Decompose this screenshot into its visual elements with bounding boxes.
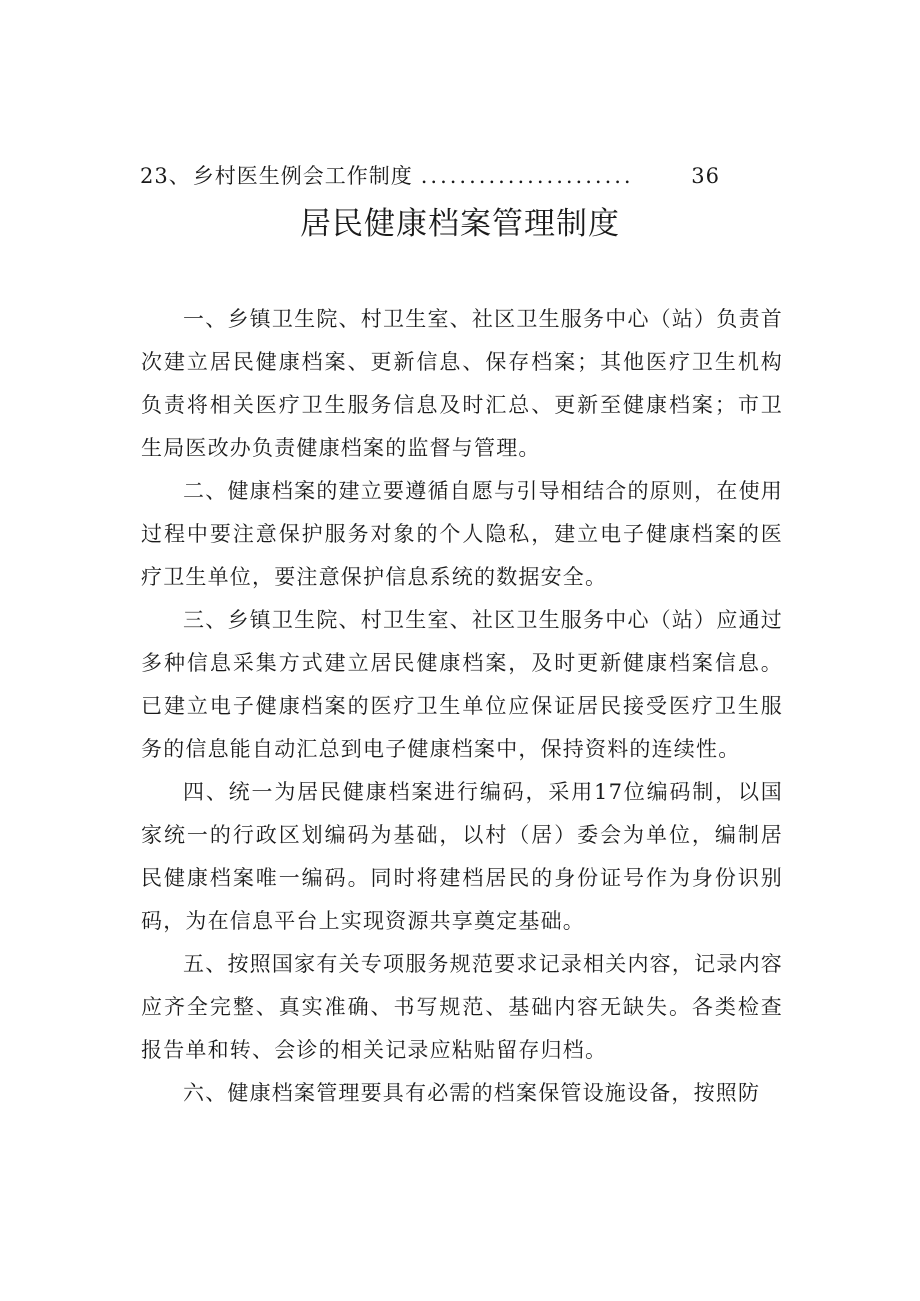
paragraph-6: 六、健康档案管理要具有必需的档案保管设施设备，按照防 (183, 1081, 761, 1105)
toc-entry-number: 23、 (140, 164, 191, 188)
document-title: 居民健康档案管理制度 (300, 206, 620, 242)
document-body (141, 298, 783, 1115)
paragraph-5: 五、按照国家有关专项服务规范要求记录相关内容，记录内容应齐全完整、真实准确、书写规范、基础内容无缺失。各类检查报告单和转、会诊的相关记录应粘贴留存归档。 (141, 952, 783, 1062)
toc-dot-leader: ...................... (420, 164, 634, 188)
paragraph-3: 三、乡镇卫生院、村卫生室、社区卫生服务中心（站）应通过多种信息采集方式建立居民健康档案，及时更新健康档案信息。已建立电子健康档案的医疗卫生单位应保证居民接受医疗卫生服务的信息能自动汇总到电子健康档案中，保持资料的连续性。 (141, 608, 783, 761)
toc-entry-page-number: 36 (691, 164, 720, 188)
paragraph-2: 二、健康档案的建立要遵循自愿与引导相结合的原则，在使用过程中要注意保护服务对象的个人隐私，建立电子健康档案的医疗卫生单位，要注意保护信息系统的数据安全。 (141, 479, 783, 589)
toc-entry[interactable] (140, 160, 720, 194)
paragraph-1: 一、乡镇卫生院、村卫生室、社区卫生服务中心（站）负责首次建立居民健康档案、更新信息、保存档案；其他医疗卫生机构负责将相关医疗卫生服务信息及时汇总、更新至健康档案；市卫生局医改办负责健康档案的监督与管理。 (141, 307, 783, 460)
toc-entry-title: 乡村医生例会工作制度 (192, 164, 413, 188)
paragraph-4: 四、统一为居民健康档案进行编码，采用17位编码制，以国家统一的行政区划编码为基础，以村（居）委会为单位，编制居民健康档案唯一编码。同时将建档居民的身份证号作为身份识别码，为在信息平台上实现资源共享奠定基础。 (141, 780, 783, 933)
